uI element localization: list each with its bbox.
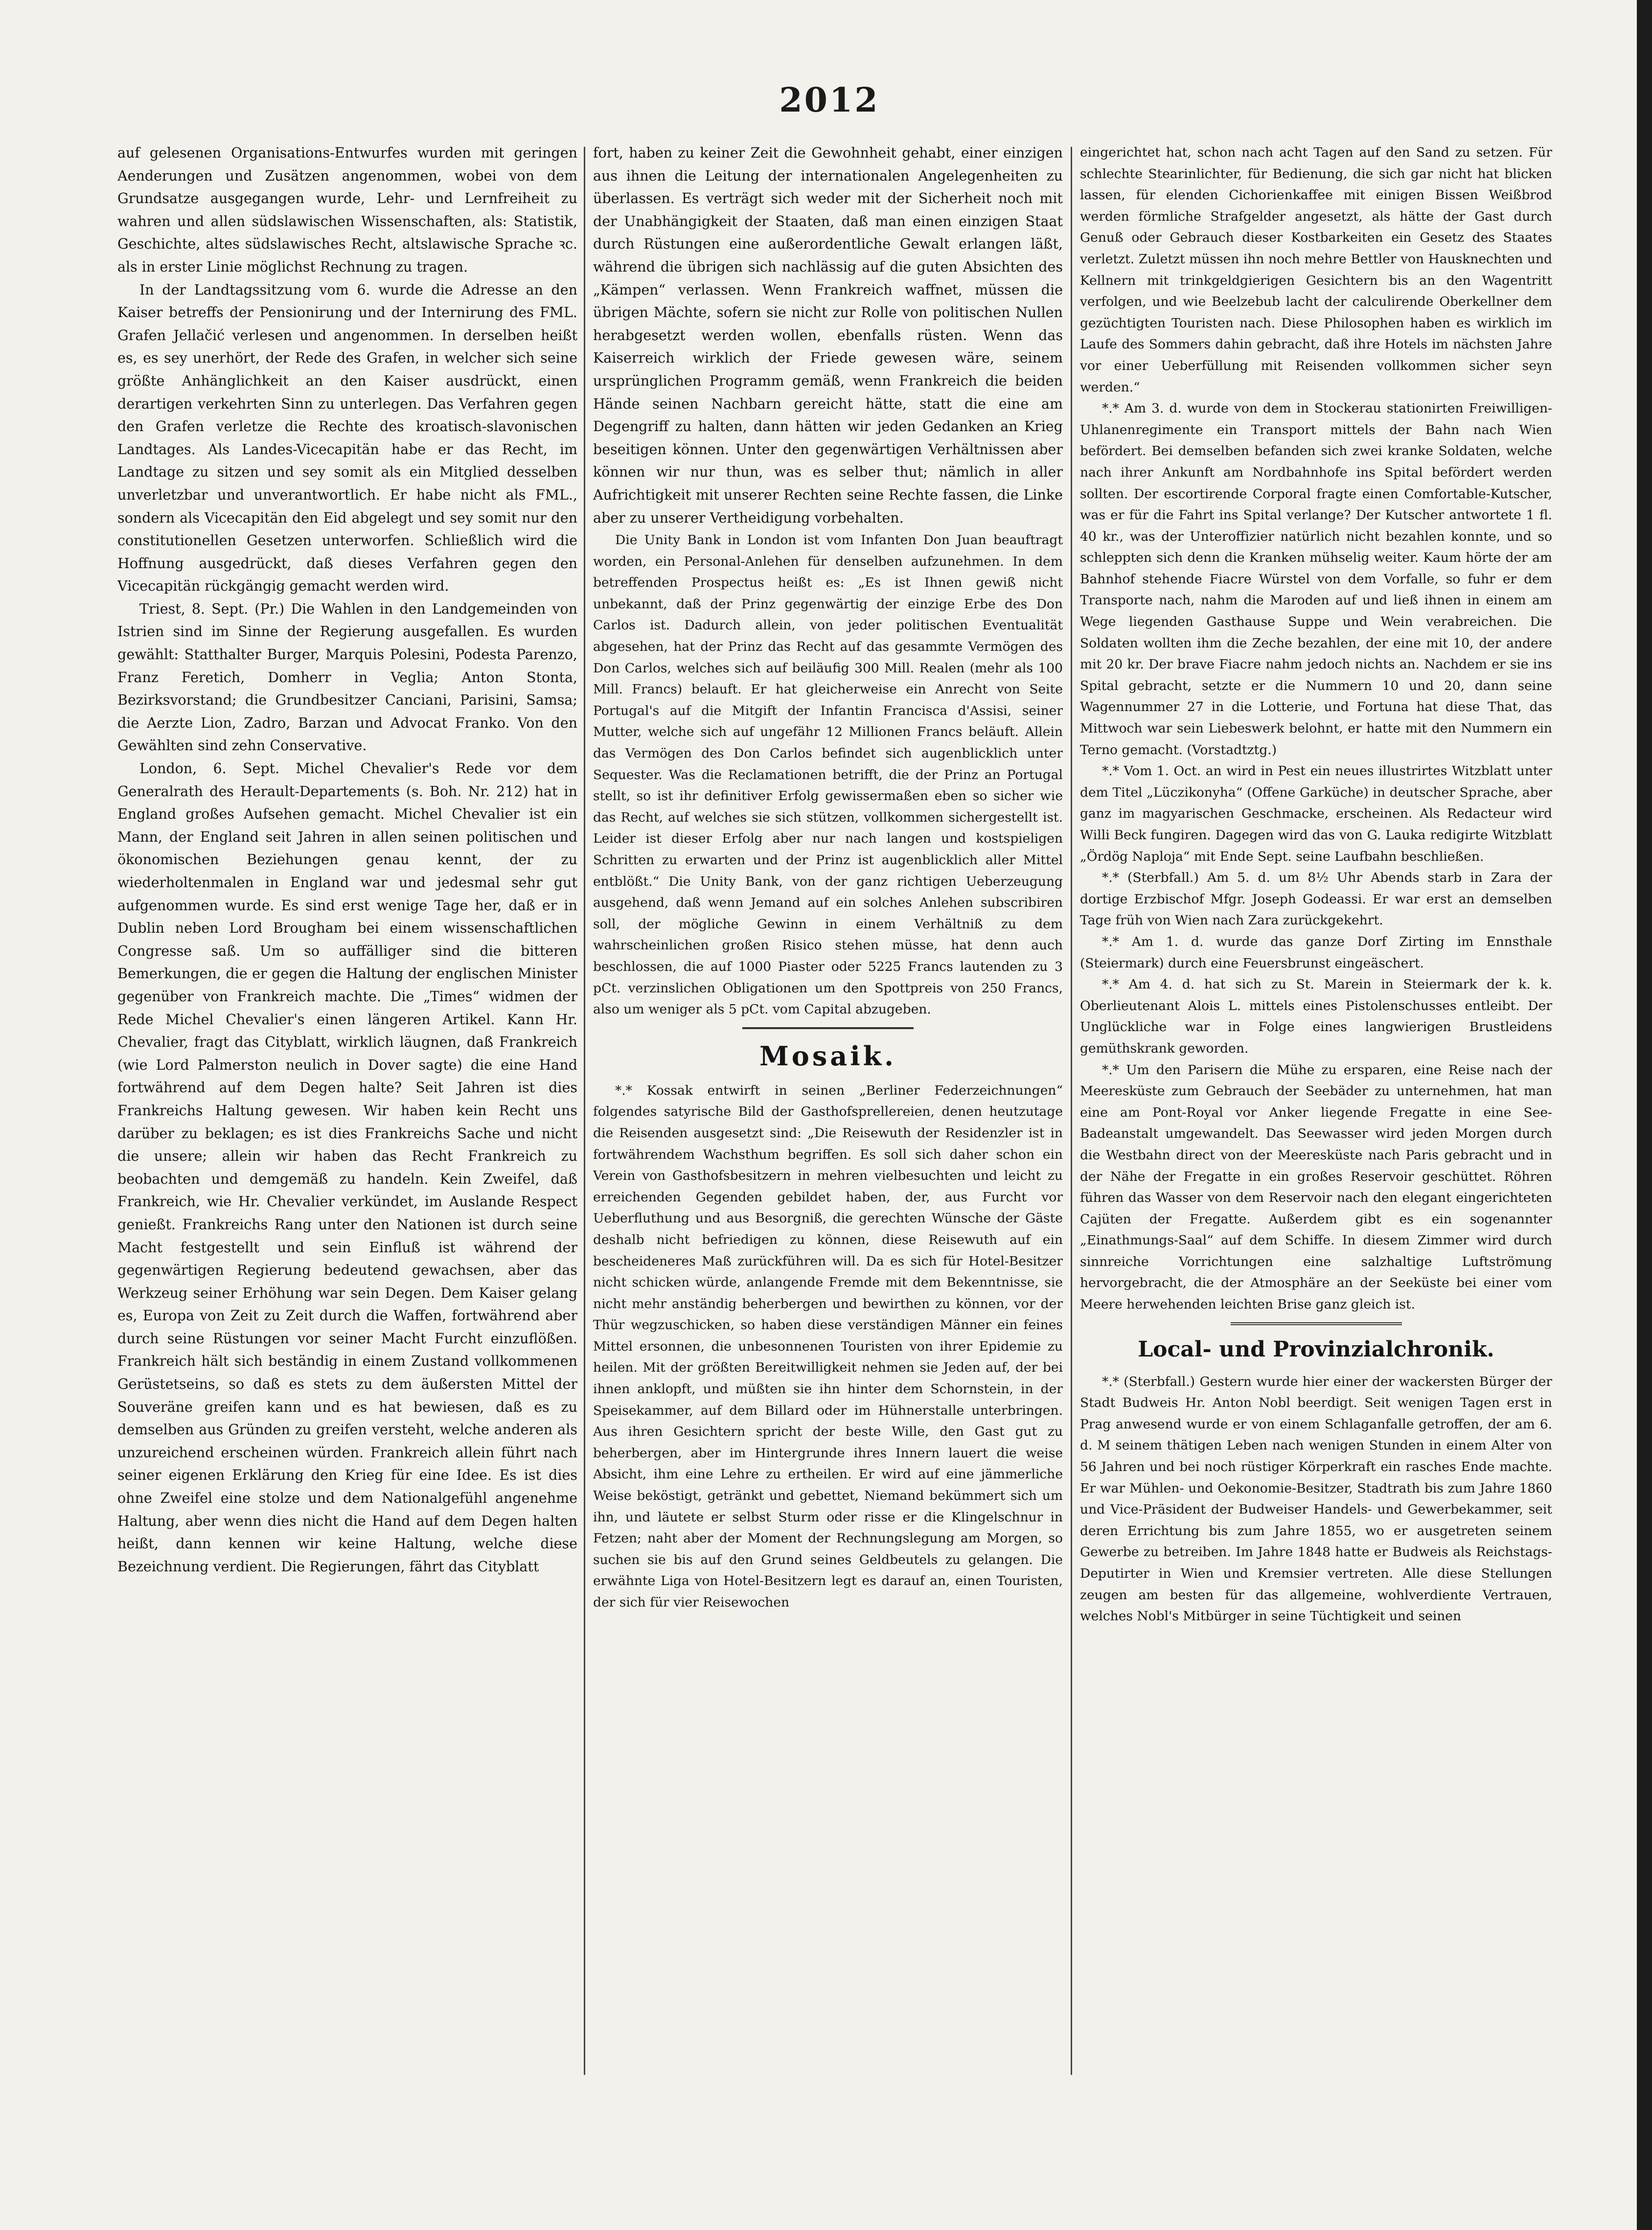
column-3 bbox=[1080, 142, 1552, 2075]
article-paragraph: auf gelesenen Organisations-Entwurfes wurden mit geringen Aenderungen und Zusätzen angenommen, wobei von dem Grundsatze ausgegangen wurde, Lehr- und Lernfreiheit zu wahren und allen südslawischen Wissenschaften, als: Statistik, Geschichte, altes südslawisches Recht, altslawische Sprache ꝛc. als in erster Linie möglichst Rechnung zu tragen. bbox=[117, 145, 577, 275]
article-paragraph: In der Landtagssitzung vom 6. wurde die Adresse an den Kaiser betreffs der Pensionirung und der Internirung des FML. Grafen Jellačić verlesen und angenommen. In derselben heißt es, es sey unerhört, der Rede des Grafen, in welcher sich seine größte Anhänglichkeit an den Kaiser ausdrückt, einen derartigen verkehrten Sinn zu unterlegen. Das Verfahren gegen den Grafen verletze die Rechte des kroatisch-slavonischen Landtages. Als Landes-Vicecapitän habe er das Recht, im Landtage zu sitzen und sey somit als ein Mitglied desselben unverletzbar und unverantwortlich. Er habe nicht als FML., sondern als Vicecapitän den Eid abgelegt und sey somit nur den constitutionellen Gesetzen unterworfen. Schließlich wird die Hoffnung ausgedrückt, daß dieses Verfahren gegen den Vicecapitän rückgängig gemacht werden wird. bbox=[117, 281, 577, 595]
section-heading-mosaik: Mosaik. bbox=[759, 1040, 896, 1072]
column-2 bbox=[593, 142, 1063, 2075]
article-paragraph: *.* Am 1. d. wurde das ganze Dorf Zirting im Ennsthale (Steiermark) durch eine Feuersbrunst eingeäschert. bbox=[1080, 934, 1552, 971]
article-paragraph: *.* (Sterbfall.) Am 5. d. um 8½ Uhr Abends starb in Zara der dortige Erzbischof Mfgr. Joseph Godeassi. Er war erst an demselben Tage früh von Wien nach Zara zurückgekehrt. bbox=[1080, 870, 1552, 928]
article-paragraph: *.* Am 3. d. wurde von dem in Stockerau stationirten Freiwilligen-Uhlanenregimente ein Transport mittels der Bahn nach Wien befördert. Bei demselben befanden sich zwei kranke Soldaten, welche nach ihrer Ankunft am Nordbahnhofe ins Spital befördert werden sollten. Der escortirende Corporal fragte einen Comfortable-Kutscher, was er für die Fahrt ins Spital verlange? Der Kutscher antwortete 1 fl. 40 kr., was der Unteroffizier natürlich nicht bezahlen konnte, und so schleppten sich denn die Kranken mühselig weiter. Kaum hörte der am Bahnhof stehende Fiacre Würstel von dem Vorfalle, so fuhr er dem Transporte nach, nahm die Maroden auf und ließ ihnen in einem am Wege liegenden Gasthause Suppe und Wein verabreichen. Die Soldaten wollten ihm die Zeche bezahlen, der eine mit 10, der andere mit 20 kr. Der brave Fiacre nahm jedoch nichts an. Nachdem er sie ins Spital gebracht, setzte er die Nummern 10 und 20, dann seine Wagennummer 27 in die Lotterie, und Fortuna hat diese That, das Mittwoch war sein Liebeswerk belohnt, er hatte mit den Nummern ein Terno gemacht. (Vorstadtztg.) bbox=[1080, 401, 1552, 758]
article-paragraph: *.* Am 4. d. hat sich zu St. Marein in Steiermark der k. k. Oberlieutenant Alois L. mittels eines Pistolenschusses entleibt. Der Unglückliche war in Folge eines langwierigen Brustleidens gemüthskrank geworden. bbox=[1080, 977, 1552, 1056]
article-paragraph: eingerichtet hat, schon nach acht Tagen auf den Sand zu setzen. Für schlechte Stearinlichter, für Bedienung, die sich gar nicht hat blicken lassen, für elenden Cichorienkaffee mit einigen Bissen Weißbrod werden förmliche Strafgelder angesetzt, als hätte der Gast durch Genuß oder Gebrauch dieser Kostbarkeiten ein Gesetz des Staates verletzt. Zuletzt müssen ihn noch mehre Bettler von Hausknechten und Kellnern mit trinkgeldgierigen Gesichtern bis an den Wagentritt verfolgen, und wie Beelzebub lacht der calculirende Oberkellner dem gezüchtigten Touristen nach. Diese Philosophen haben es wirklich im Laufe des Sommers dahin gebracht, daß ihre Hotels im nächsten Jahre vor einer Ueberfüllung mit Reisenden vollkommen sicher seyn werden.“ bbox=[1080, 145, 1552, 395]
article-paragraph: London, 6. Sept. Michel Chevalier's Rede vor dem Generalrath des Herault-Departements (s. Boh. Nr. 212) hat in England großes Aufsehen gemacht. Michel Chevalier ist ein Mann, der England seit Jahren in allen seinen politischen und ökonomischen Beziehungen genau kennt, der zu wiederholtenmalen in England war und jedesmal sehr gut aufgenommen wurde. Es sind erst wenige Tage her, daß er in Dublin neben Lord Brougham bei einem wissenschaftlichen Congresse saß. Um so auffälliger sind die bitteren Bemerkungen, die er gegen die Haltung der englischen Minister gegenüber von Frankreich machte. Die „Times“ widmen der Rede Michel Chevalier's einen längeren Artikel. Kann Hr. Chevalier, fragt das Cityblatt, wirklich läugnen, daß Frankreich (wie Lord Palmerston neulich in Dover sagte) die eine Hand fortwährend auf dem Degen halte? Seit Jahren ist dies Frankreichs Haltung gewesen. Wir haben kein Recht uns darüber zu beklagen; es ist dies Frankreichs Sache und nicht die unsere; allein wir haben das Recht Frankreich zu beobachten und demgemäß zu handeln. Kein Zweifel, daß Frankreich, wie Hr. Chevalier verkündet, im Auslande Respect genießt. Frankreichs Rang unter den Nationen ist durch seine Macht festgestellt und sein Einfluß ist während der gegenwärtigen Regierung bedeutend gewachsen, aber das Werkzeug seiner Erhöhung war sein Degen. Dem Kaiser gelang es, Europa von Zeit zu Zeit durch die Waffen, fortwährend aber durch seine Rüstungen vor seiner Macht Furcht einzuflößen. Frankreich hält sich beständig in einem Zustand vollkommenen Gerüstetseins, so daß es stets zu dem äußersten Mittel der Souveräne greifen kann und es hat bewiesen, daß es zu demselben aus Gründen zu greifen versteht, welche anderen als unzureichend erscheinen würden. Frankreich allein führt nach seiner eigenen Erklärung den Krieg für eine Idee. Es ist dies ohne Zweifel eine stolze und dem Nationalgefühl angenehme Haltung, aber wenn dies nicht die Hand auf dem Degen halten heißt, dann kennen wir keine Haltung, welche diese Bezeichnung verdient. Die Regierungen, fährt das Cityblatt bbox=[117, 760, 577, 1575]
section-separator bbox=[1231, 1322, 1402, 1325]
article-paragraph: Die Unity Bank in London ist vom Infanten Don Juan beauftragt worden, ein Personal-Anlehen für denselben aufzunehmen. In dem betreffenden Prospectus heißt es: „Es ist Ihnen gewiß nicht unbekannt, daß der Prinz gegenwärtig der einzige Erbe des Don Carlos ist. Dadurch allein, von jeder politischen Eventualität abgesehen, hat der Prinz das Recht auf das gesammte Vermögen des Don Carlos, welches sich auf beiläufig 300 Mill. Realen (mehr als 100 Mill. Francs) belauft. Er hat gleicherweise ein Anrecht von Seite Portugal's auf die Mitgift der Infantin Francisca d'Assisi, seiner Mutter, welche sich auf ungefähr 12 Millionen Francs beläuft. Allein das Vermögen des Don Carlos befindet sich augenblicklich unter Sequester. Was die Reclamationen betrifft, die der Prinz an Portugal stellt, so ist ihr definitiver Erfolg gewissermaßen eben so sicher wie das Recht, auf welches sie sich stützen, vollkommen sichergestellt ist. Leider ist dieser Erfolg aber nur nach langen und kostspieligen Schritten zu erwarten und der Prinz ist augenblicklich aller Mittel entblößt.“ Die Unity Bank, von der ganz richtigen Ueberzeugung ausgehend, daß wenn Jemand auf ein solches Anlehen subscribiren soll, der mögliche Gewinn in einem Verhältniß zu dem wahrscheinlichen großen Risico stehen müsse, hat denn auch beschlossen, die auf 1000 Piaster oder 5225 Francs lautenden zu 3 pCt. verzinslichen Obligationen um den Spottpreis von 250 Francs, also um weniger als 5 pCt. vom Capital abzugeben. bbox=[593, 532, 1063, 1017]
scan-edge bbox=[1637, 0, 1652, 2230]
article-paragraph: Triest, 8. Sept. (Pr.) Die Wahlen in den Landgemeinden von Istrien sind im Sinne der Regierung ausgefallen. Es wurden gewählt: Statthalter Burger, Marquis Polesini, Podesta Parenzo, Franz Feretich, Domherr in Veglia; Anton Stonta, Bezirksvorstand; die Grundbesitzer Canciani, Parisini, Samsa; die Aerzte Lion, Zadro, Barzan und Advocat Franko. Von den Gewählten sind zehn Conservative. bbox=[117, 600, 577, 754]
article-paragraph: *.* Kossak entwirft in seinen „Berliner Federzeichnungen“ folgendes satyrische Bild der Gasthofsprellereien, denen heutzutage die Reisenden ausgesetzt sind: „Die Reisewuth der Residenzler ist in fortwährendem Wachsthum begriffen. Es soll sich daher schon ein Verein von Gasthofsbesitzern in mehren vielbesuchten und leicht zu erreichenden Gegenden gebildet haben, der, aus Furcht vor Ueberfluthung und aus Besorgniß, die gerechten Wünsche der Gäste deshalb nicht befriedigen zu können, diese Reisewuth auf ein bescheideneres Maß zurückführen will. Da es sich für Hotel-Besitzer nicht schicken würde, anlangende Fremde mit dem Bekenntnisse, sie nicht mehr anständig beherbergen und bewirthen zu können, vor der Thür wegzuschicken, so haben diese verständigen Männer ein feines Mittel ersonnen, die unbesonnenen Touristen von ihrer Epidemie zu heilen. Mit der größten Bereitwilligkeit nehmen sie Jeden auf, der bei ihnen anklopft, und müßten sie ihn hinter dem Schornstein, in der Speisekammer, auf dem Billard oder im Hühnerstalle unterbringen. Aus ihren Gesichtern spricht der beste Wille, den Gast gut zu beherbergen, aber im Hintergrunde ihres Innern lauert die weise Absicht, ihm eine Lehre zu ertheilen. Er wird auf eine jämmerliche Weise beköstigt, getränkt und gebettet, Niemand bekümmert sich um ihn, und läutete er selbst Sturm oder risse er die Klingelschnur in Fetzen; naht aber der Moment der Rechnungslegung am Morgen, so suchen sie bis auf den Grund seines Geldbeutels zu gelangen. Die erwähnte Liga von Hotel-Besitzern legt es darauf an, einen Touristen, der sich für vier Reisewochen bbox=[593, 1082, 1063, 1610]
article-paragraph: *.* (Sterbfall.) Gestern wurde hier einer der wackersten Bürger der Stadt Budweis Hr. Anton Nobl beerdigt. Seit wenigen Tagen erst in Prag anwesend wurde er von einem Schlaganfalle getroffen, der am 6. d. M seinem thätigen Leben nach wenigen Stunden in einem Alter von 56 Jahren und bei noch rüstiger Körperkraft ein rasches Ende machte. Er war Mühlen- und Oekonomie-Besitzer, Stadtrath bis zum Jahre 1860 und Vice-Präsident der Budweiser Handels- und Gewerbekammer, seit deren Errichtung bis zum Jahre 1855, wo er ausgetreten seinem Gewerbe zu betreiben. Im Jahre 1848 hatte er Budweis als Reichstags-Deputirter in Wien und Kremsier vertreten. Alle diese Stellungen zeugen am besten für das allgemeine, wohlverdiente Vertrauen, welches Nobl's Mitbürger in seine Tüchtigkeit und seinen bbox=[1080, 1374, 1552, 1624]
page-number: 2012 bbox=[779, 81, 880, 120]
column-rule bbox=[584, 147, 585, 2075]
section-heading-local: Local- und Provinzialchronik. bbox=[1138, 1336, 1494, 1362]
article-paragraph: fort, haben zu keiner Zeit die Gewohnheit gehabt, einer einzigen aus ihnen die Leitung der internationalen Angelegenheiten zu überlassen. Es verträgt sich weder mit der Sicherheit noch mit der Unabhängigkeit der Staaten, daß man einen einzigen Staat durch Rüstungen eine außerordentliche Gewalt erlangen läßt, während die übrigen sich nachlässig auf die guten Absichten des „Kämpen“ verlassen. Wenn Frankreich waffnet, müssen die übrigen Mächte, sofern sie nicht zur Rolle von politischen Nullen herabgesetzt werden wollen, ebenfalls rüsten. Wenn das Kaiserreich wirklich der Friede gewesen wäre, seinem ursprünglichen Programm gemäß, wenn Frankreich die beiden Hände seinen Nachbarn gereicht hätte, statt die eine am Degengriff zu halten, dann hätten wir jeden Gedanken an Krieg beseitigen können. Unter den gegenwärtigen Verhältnissen aber können wir nur thun, was es selber thut; nämlich in aller Aufrichtigkeit mit unserer Rechten seine Rechte fassen, die Linke aber zu unserer Vertheidigung vorbehalten. bbox=[593, 145, 1063, 526]
article-paragraph: *.* Vom 1. Oct. an wird in Pest ein neues illustrirtes Witzblatt unter dem Titel „Lüczikonyha“ (Offene Garküche) in deutscher Sprache, aber ganz im magyarischen Geschmacke, erscheinen. Als Redacteur wird Willi Beck fungiren. Dagegen wird das von G. Lauka redigirte Witzblatt „Ördög Naploja“ mit Ende Sept. seine Laufbahn beschließen. bbox=[1080, 763, 1552, 864]
article-paragraph: *.* Um den Parisern die Mühe zu ersparen, eine Reise nach der Meeresküste zum Gebrauch der Seebäder zu unternehmen, hat man eine am Pont-Royal vor Anker liegende Fregatte in eine See-Badeanstalt umgewandelt. Das Seewasser wird jeden Morgen durch die Westbahn direct von der Meeresküste nach Paris gebracht und in der Nähe der Fregatte in ein großes Reservoir geschüttet. Röhren führen das Wasser von dem Reservoir nach den elegant eingerichteten Cajüten der Fregatte. Außerdem gibt es ein sogenannter „Einathmungs-Saal“ auf dem Schiffe. In diesem Zimmer wird durch sinnreiche Vorrichtungen eine salzhaltige Luftströmung hervorgebracht, die der Atmosphäre an der Seeküste bei einer vom Meere herwehenden leichten Brise ganz gleich ist. bbox=[1080, 1062, 1552, 1312]
column-rule bbox=[1071, 147, 1072, 2075]
column-1 bbox=[117, 142, 577, 2075]
section-separator bbox=[742, 1027, 914, 1029]
